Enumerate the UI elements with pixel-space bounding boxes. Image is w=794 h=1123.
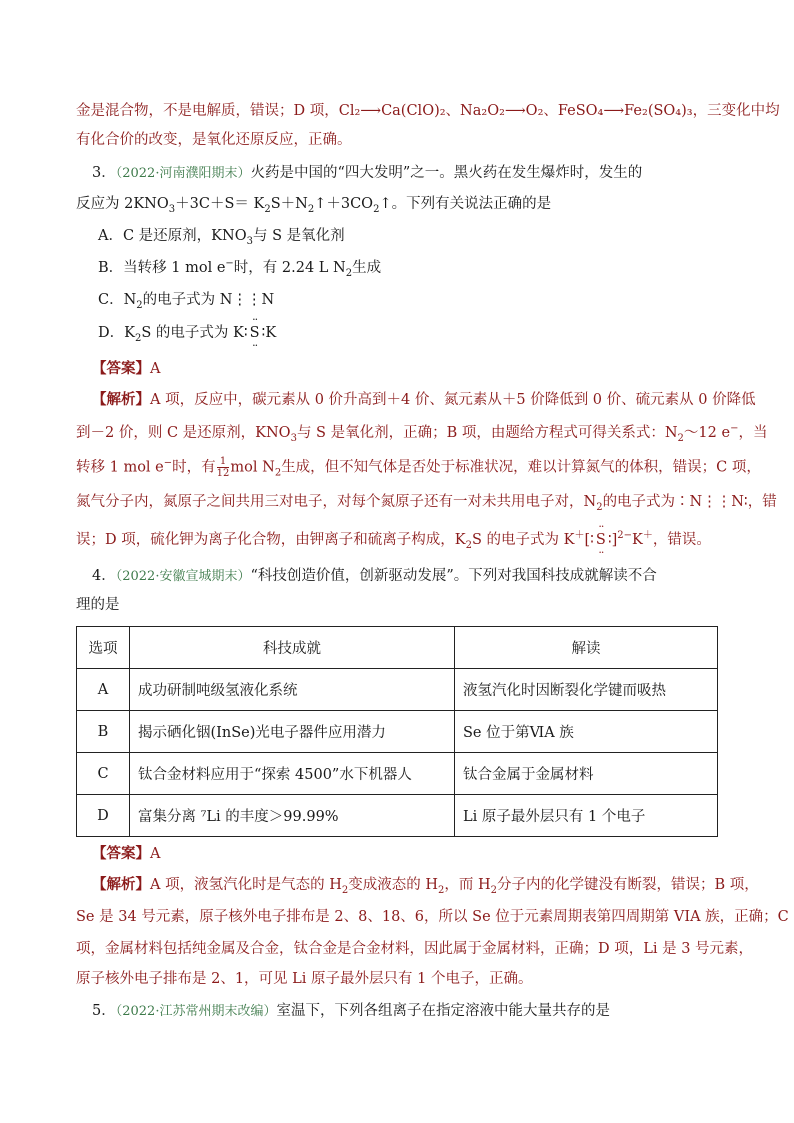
q3-stem-line-2: 反应为 $2KNO_3+3C+S=$ $K_2S+N_2↑+3CO_2↑$。下列有关说法正确的是 <box>76 196 552 215</box>
table-cell: 揭示硒化铟(InSe)光电子器件应用潜力 <box>130 711 455 753</box>
q4-answer: 【答案】A <box>92 845 161 862</box>
q3-analysis-line-4: 氮气分子内，氮原子之间共用三对电子，对每个氮原子还有一对未共用电子对，$N_2$的电子式为∶N⋮⋮N∶，错 <box>76 494 777 513</box>
q3-option-d: D．$K_2S$ 的电子式为 K∶·· S ·· ∶K <box>98 322 748 344</box>
table-cell: 液氢汽化时因断裂化学键而吸热 <box>455 669 718 711</box>
intro-line-2: 有化合价的改变，是氧化还原反应，正确。 <box>76 132 352 148</box>
table-cell: A <box>77 669 130 711</box>
table-row <box>77 669 718 711</box>
table-cell: D <box>77 795 130 837</box>
table-header-cell: 选项 <box>77 627 130 669</box>
intro-line-1: 金是混合物，不是电解质，错误；D 项，Cl₂⟶Ca(ClO)₂、Na₂O₂⟶O₂、FeSO₄⟶Fe₂(SO₄)₃，三变化中均 <box>76 103 780 119</box>
q4-analysis-line-4: 原子核外电子排布是 2、1，可见 Li 原子最外层只有 1 个电子，正确。 <box>76 971 533 987</box>
table-cell: 钛合金材料应用于“探索 4500”水下机器人 <box>130 753 455 795</box>
q3-option-b: B．当转移 1 mol e−时，有 2.24 L $N_2$生成 <box>98 258 382 279</box>
q3-option-c: C．$N_2$的电子式为 N⋮⋮N <box>98 292 275 311</box>
q3-source: （2022·河南濮阳期末） <box>115 166 251 181</box>
q4-table <box>76 626 718 837</box>
q4-stem-line-1: 4．（2022·安徽宣城期末）“科技创造价值，创新驱动发展”。下列对我国科技成就解读不合 <box>92 568 657 584</box>
table-header-row <box>77 627 718 669</box>
q3-analysis-line-3: 转移 1 mol e−时，有 $\frac{1}{12}$ mol $N_2$生成，但不知气体是否处于标准状况，难以计算氮气的体积，错误；C 项， <box>76 456 761 479</box>
q4-analysis-line-2: Se 是 34 号元素，原子核外电子排布是 2、8、18、6，所以 Se 位于元素周期表第四周期第 VIA 族，正确；C <box>76 909 789 925</box>
fraction-1-12: $\frac{1}{12}$ <box>216 456 230 479</box>
table-cell: 钛合金属于金属材料 <box>455 753 718 795</box>
q3-option-a: A．C 是还原剂，$KNO_3$与 S 是氧化剂 <box>98 228 345 247</box>
q4-stem-line-2: 理的是 <box>76 597 120 613</box>
q4-source: （2022·安徽宣城期末） <box>115 569 251 584</box>
table-cell: Se 位于第ⅥA 族 <box>455 711 718 753</box>
q3-analysis-line-1: 【解析】A 项，反应中，碳元素从 0 价升高到＋4 价、氮元素从＋5 价降低到 0 价、硫元素从 0 价降低 <box>92 391 756 408</box>
electron-dot-s: ·· S ·· <box>248 322 262 344</box>
q3-analysis-line-5: 误；D 项，硫化钾为离子化合物，由钾离子和硫离子构成，$K_2S$ 的电子式为 K＋[∶·· S ·· ∶]$^{2-}$K＋，错误。 <box>76 529 726 551</box>
table-row <box>77 753 718 795</box>
q5-number: 5． <box>92 1003 116 1019</box>
table-cell: 成功研制吨级氢液化系统 <box>130 669 455 711</box>
table-header-cell: 科技成就 <box>130 627 455 669</box>
q4-analysis-line-3: 项，金属材料包括纯金属及合金，钛合金是合金材料，因此属于金属材料，正确；D 项，Li 是 3 号元素， <box>76 941 754 957</box>
q5-source: （2022·江苏常州期末改编） <box>115 1004 277 1019</box>
q3-answer: 【答案】A <box>92 360 161 377</box>
table-cell: C <box>77 753 130 795</box>
q4-analysis-line-1: 【解析】A 项，液氢汽化时是气态的 $H_2$变成液态的 $H_2$，而 $H_2$分子内的化学键没有断裂，错误；B 项， <box>92 876 759 896</box>
table-row <box>77 711 718 753</box>
q4-number: 4． <box>92 568 116 584</box>
q3-number: 3． <box>92 165 116 181</box>
table-cell: 富集分离 ⁷Li 的丰度＞99.99% <box>130 795 455 837</box>
q5-stem: 5．（2022·江苏常州期末改编）室温下，下列各组离子在指定溶液中能大量共存的是 <box>92 1003 610 1019</box>
table-row <box>77 795 718 837</box>
q3-analysis-line-2: 到－2 价，则 C 是还原剂，$KNO_3$与 S 是氧化剂，正确；B 项，由题给方程式可得关系式：$N_2\sim 12$ e−，当 <box>76 423 768 444</box>
electron-dot-s: ·· S ·· <box>594 529 608 551</box>
table-cell: B <box>77 711 130 753</box>
q3-stem-line-1: 3．（2022·河南濮阳期末）火药是中国的“四大发明”之一。黑火药在发生爆炸时，发生的 <box>92 165 643 181</box>
table-header-cell: 解读 <box>455 627 718 669</box>
table-cell: Li 原子最外层只有 1 个电子 <box>455 795 718 837</box>
